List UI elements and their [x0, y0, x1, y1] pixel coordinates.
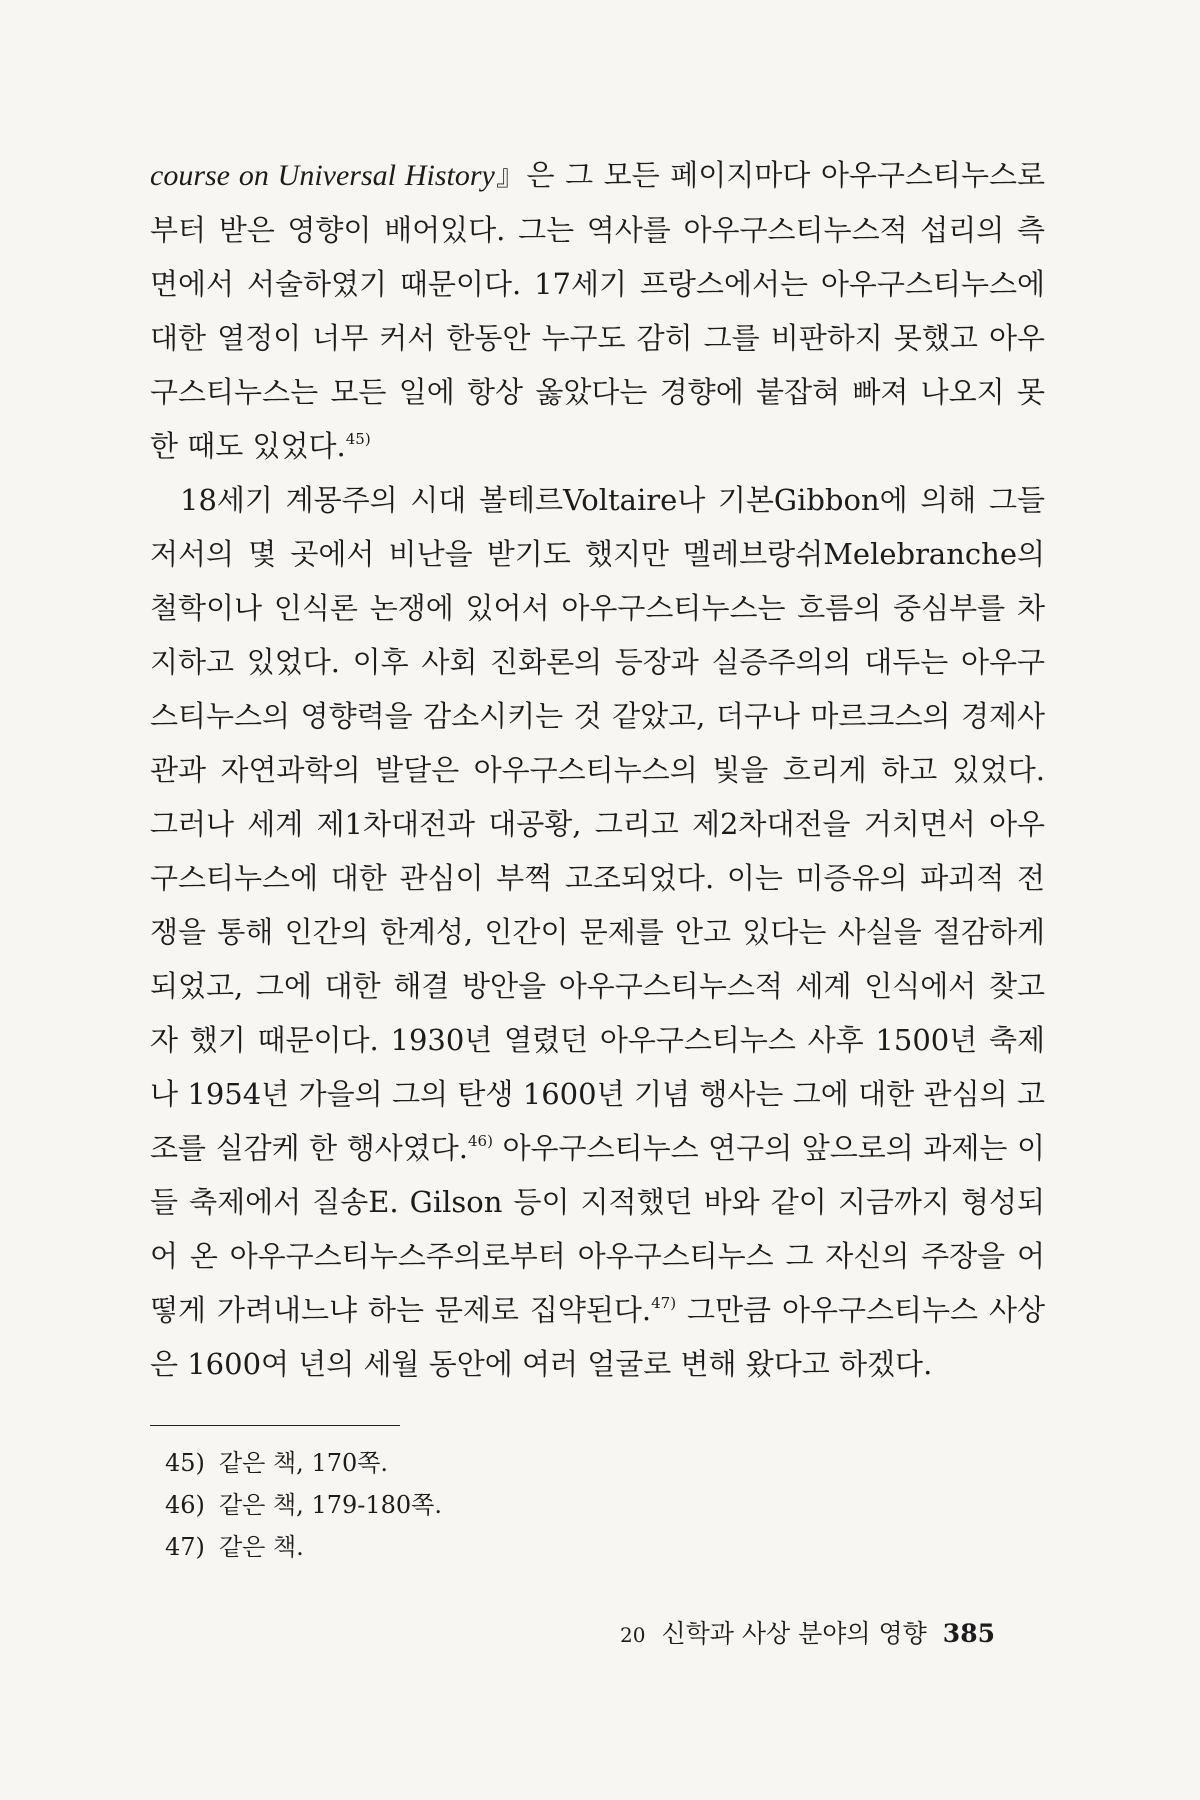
book-title-italic: course on Universal History: [150, 159, 495, 192]
chapter-title: 신학과 사상 분야의 영향: [661, 1619, 927, 1648]
footnote-number: 45): [165, 1449, 205, 1477]
paragraph-2: [150, 473, 1045, 1391]
footnote-ref-47[interactable]: 47): [651, 1294, 677, 1312]
footnote-text: 같은 책, 179-180쪽.: [219, 1491, 442, 1519]
footnote-ref-45[interactable]: 45): [345, 430, 371, 448]
paragraph-1-text: 』은 그 모든 페이지마다 아우구스티누스로부터 받은 영향이 배어있다. 그는 역사를 아우구스티누스적 섭리의 측면에서 서술하였기 때문이다. 17세기 프랑스에서는 아우구스티누스에 대한 열정이 너무 커서 한동안 누구도 감히 그를 비판하지 못했고 아우구스티누스는 모든 일에 항상 옳았다는 경향에 붙잡혀 빠져 나오지 못한 때도 있었다.: [150, 158, 1045, 463]
page-number: 385: [942, 1619, 995, 1648]
paragraph-2-text-a: 18세기 계몽주의 시대 볼테르Voltaire나 기본Gibbon에 의해 그들 저서의 몇 곳에서 비난을 받기도 했지만 멜레브랑쉬Melebranche의 철학이나 인식론 논쟁에 있어서 아우구스티누스는 흐름의 중심부를 차지하고 있었다. 이후 사회 진화론의 등장과 실증주의의 대두는 아우구스티누스의 영향력을 감소시키는 것 같았고, 더구나 마르크스의 경제사관과 자연과학의 발달은 아우구스티누스의 빛을 흐리게 하고 있었다. 그러나 세계 제1차대전과 대공황, 그리고 제2차대전을 거치면서 아우구스티누스에 대한 관심이 부쩍 고조되었다. 이는 미증유의 파괴적 전쟁을 통해 인간의 한계성, 인간이 문제를 안고 있다는 사실을 절감하게 되었고, 그에 대한 해결 방안을 아우구스티누스적 세계 인식에서 찾고자 했기 때문이다. 1930년 열렸던 아우구스티누스 사후 1500년 축제나 1954년 가을의 그의 탄생 1600년 기념 행사는 그에 대한 관심의 고조를 실감케 한 행사였다.: [150, 483, 1045, 1165]
paragraph-2-text-c: 그만큼 아우구스티누스 사상은 1600여 년의 세월 동안에 여러 얼굴로 변해 왔다고 하겠다.: [150, 1293, 1045, 1381]
footnote-text: 같은 책, 170쪽.: [219, 1449, 389, 1477]
footnote-number: 46): [165, 1491, 205, 1519]
footnote-47: [165, 1526, 865, 1568]
footnote-number: 47): [165, 1533, 205, 1561]
footnote-text: 같은 책.: [219, 1533, 304, 1561]
footnote-divider: [150, 1425, 400, 1426]
paragraph-1: [150, 148, 1045, 473]
footnotes: [165, 1442, 865, 1568]
footnote-ref-46[interactable]: 46): [468, 1132, 493, 1150]
footnote-45: [165, 1442, 865, 1484]
body-text: [150, 148, 1045, 1391]
footnote-46: [165, 1484, 865, 1526]
running-footer: [620, 1614, 1050, 1654]
chapter-number: 20: [620, 1623, 646, 1647]
paragraph-2-text-b: 아우구스티누스 연구의 앞으로의 과제는 이들 축제에서 질송E. Gilson 등이 지적했던 바와 같이 지금까지 형성되어 온 아우구스티누스주의로부터 아우구스티누스 그 자신의 주장을 어떻게 가려내느냐 하는 문제로 집약된다.: [150, 1131, 1045, 1327]
